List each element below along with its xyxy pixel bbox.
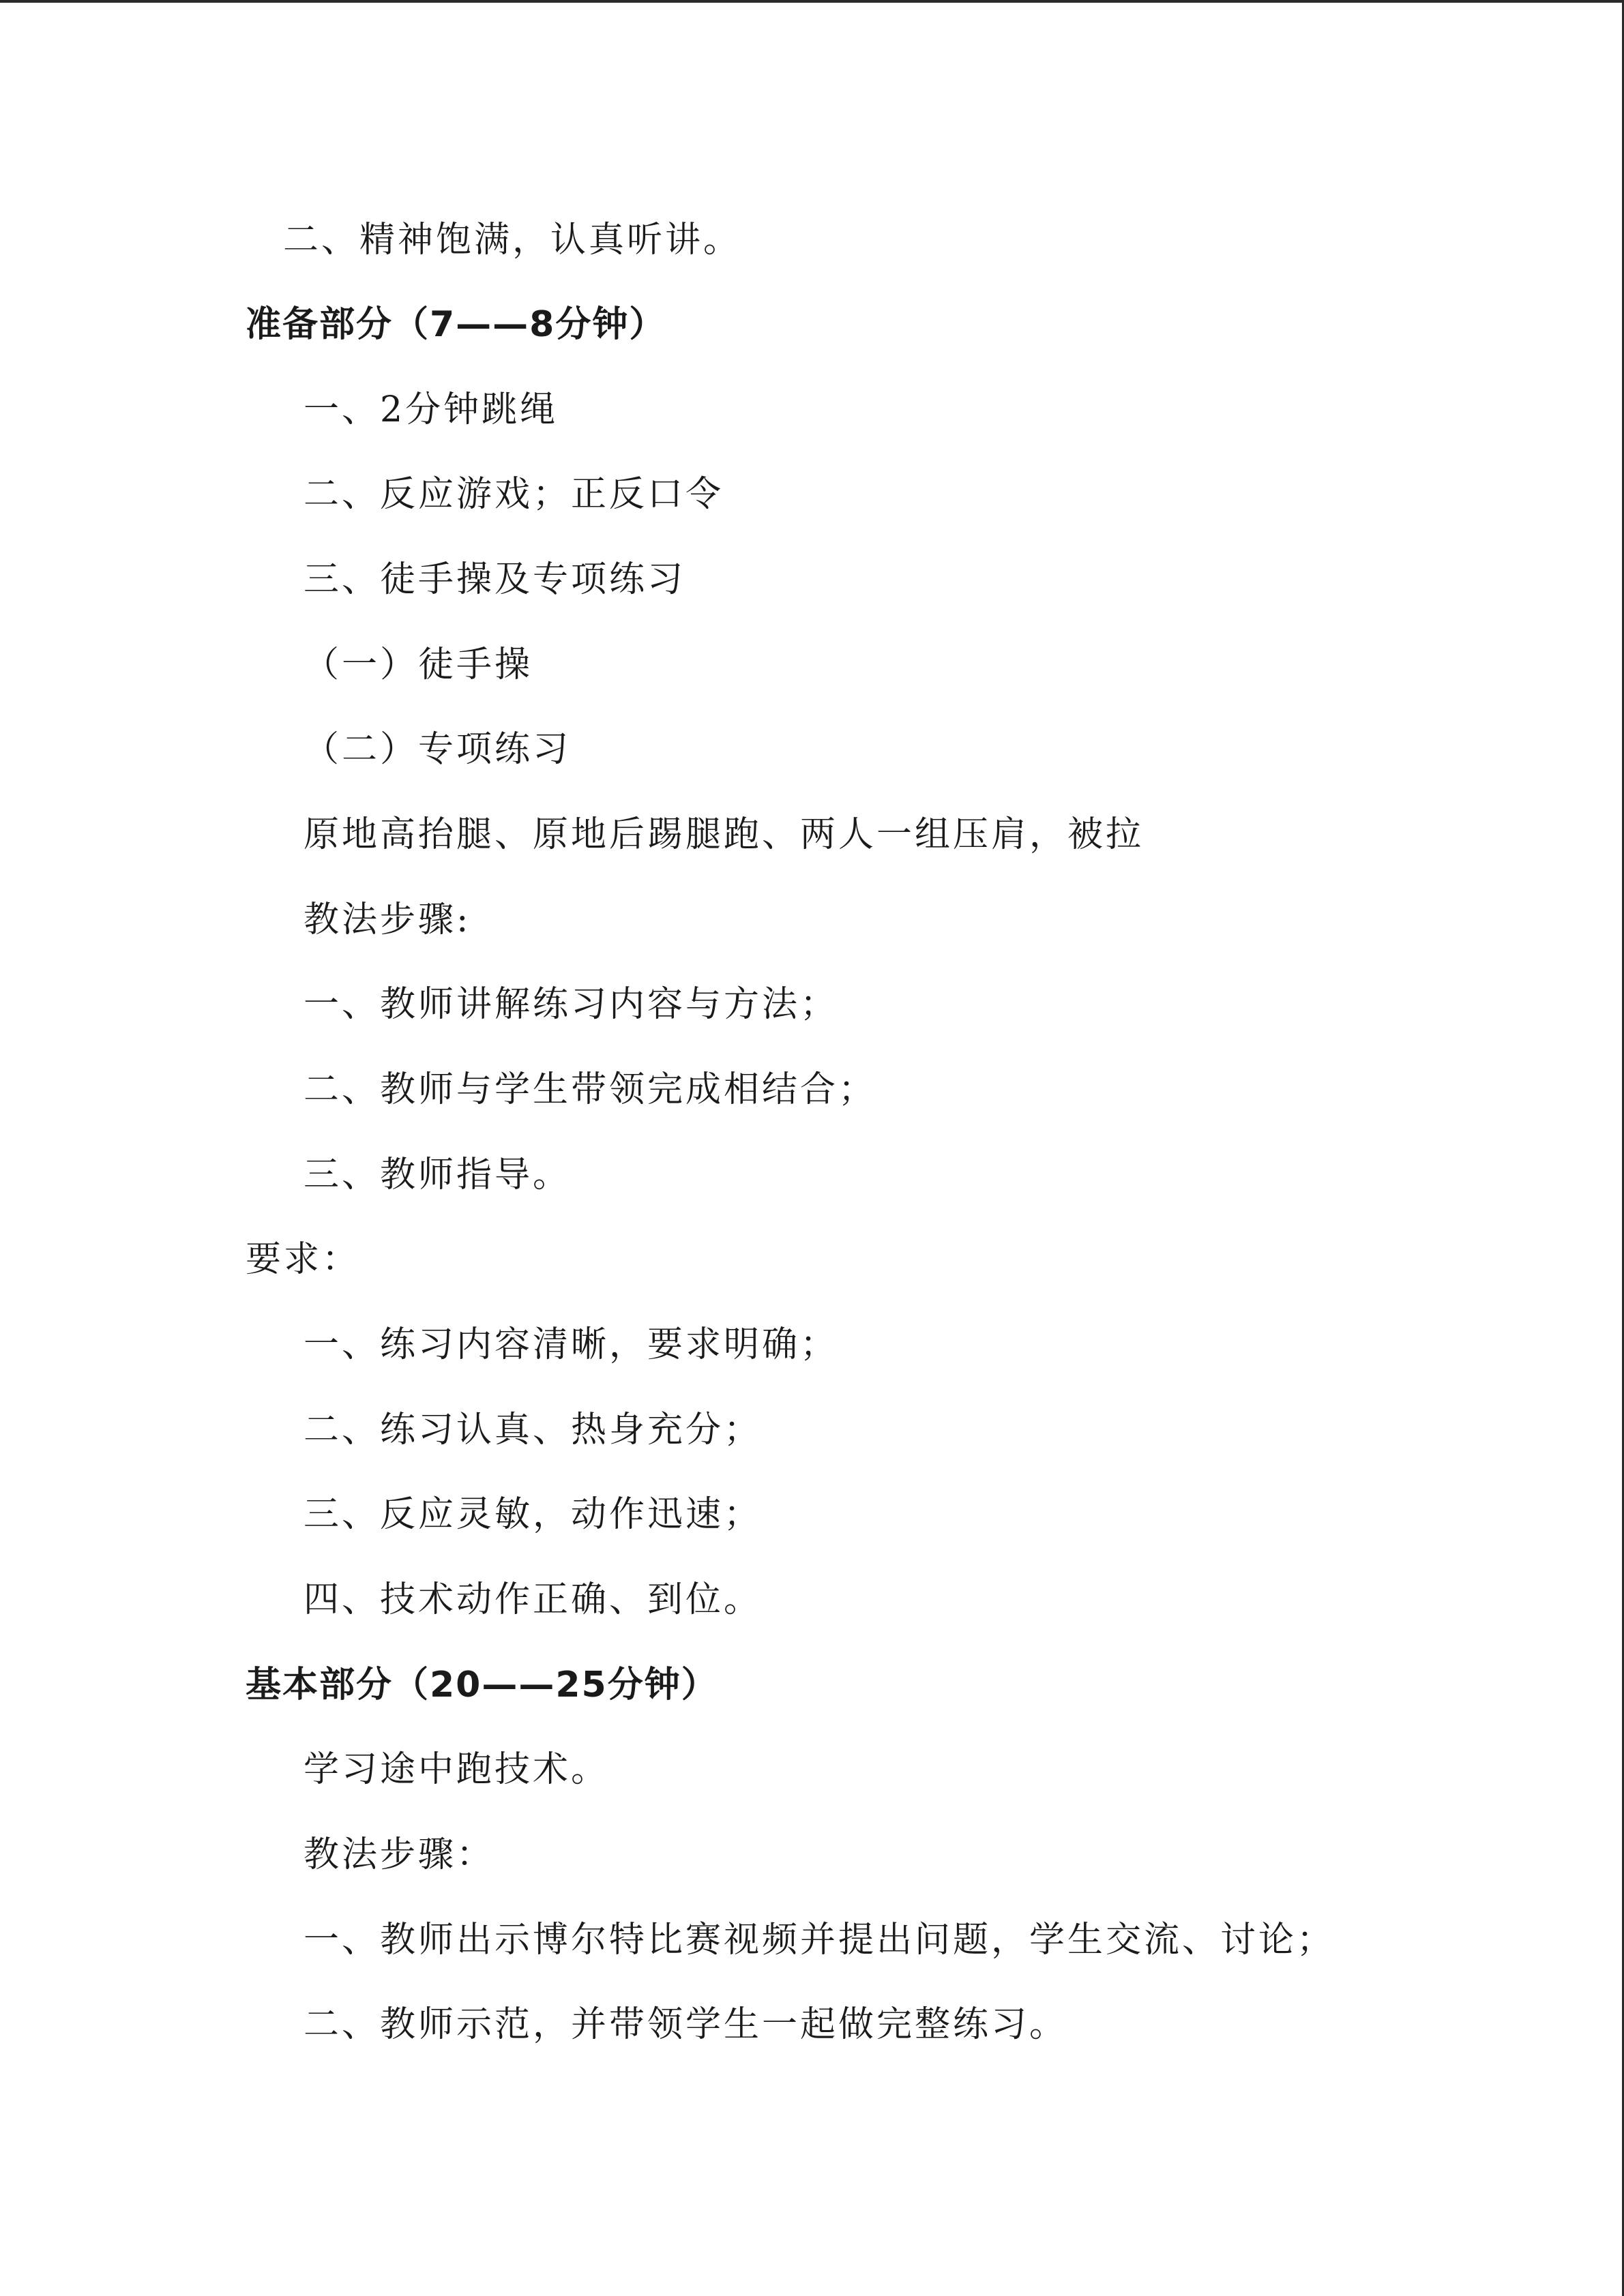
text-line: 教法步骤: bbox=[304, 899, 471, 940]
text-line: 二、教师与学生带领完成相结合； bbox=[304, 1069, 877, 1110]
text-line: （一）徒手操 bbox=[304, 644, 533, 685]
text-line: 学习途中跑技术。 bbox=[304, 1749, 610, 1790]
section-heading-preparation: 准备部分（7——8分钟） bbox=[246, 304, 666, 345]
text-line: 二、精神饱满，认真听讲。 bbox=[283, 220, 742, 260]
text-line: （二）专项练习 bbox=[304, 729, 572, 770]
text-line: 一、教师出示博尔特比赛视频并提出问题，学生交流、讨论； bbox=[304, 1920, 1335, 1960]
text-line: 原地高抬腿、原地后踢腿跑、两人一组压肩，被拉 bbox=[304, 814, 1145, 855]
text-line: 一、教师讲解练习内容与方法； bbox=[304, 984, 839, 1025]
text-line: 一、练习内容清晰，要求明确； bbox=[304, 1324, 839, 1365]
text-line: 三、教师指导。 bbox=[304, 1154, 572, 1195]
page-top-border bbox=[0, 0, 1624, 3]
text-line: 三、反应灵敏，动作迅速； bbox=[304, 1494, 763, 1535]
text-line: 二、反应游戏；正反口令 bbox=[304, 474, 724, 515]
text-line: 二、练习认真、热身充分； bbox=[304, 1410, 763, 1450]
text-line: 三、徒手操及专项练习 bbox=[304, 559, 686, 600]
text-line: 要求： bbox=[246, 1239, 361, 1280]
text-line: 二、教师示范，并带领学生一起做完整练习。 bbox=[304, 2004, 1068, 2045]
section-heading-basic: 基本部分（20——25分钟） bbox=[246, 1665, 718, 1705]
text-line: 四、技术动作正确、到位。 bbox=[304, 1579, 763, 1620]
text-line: 一、2分钟跳绳 bbox=[304, 389, 559, 430]
text-line: 教法步骤： bbox=[304, 1834, 495, 1875]
